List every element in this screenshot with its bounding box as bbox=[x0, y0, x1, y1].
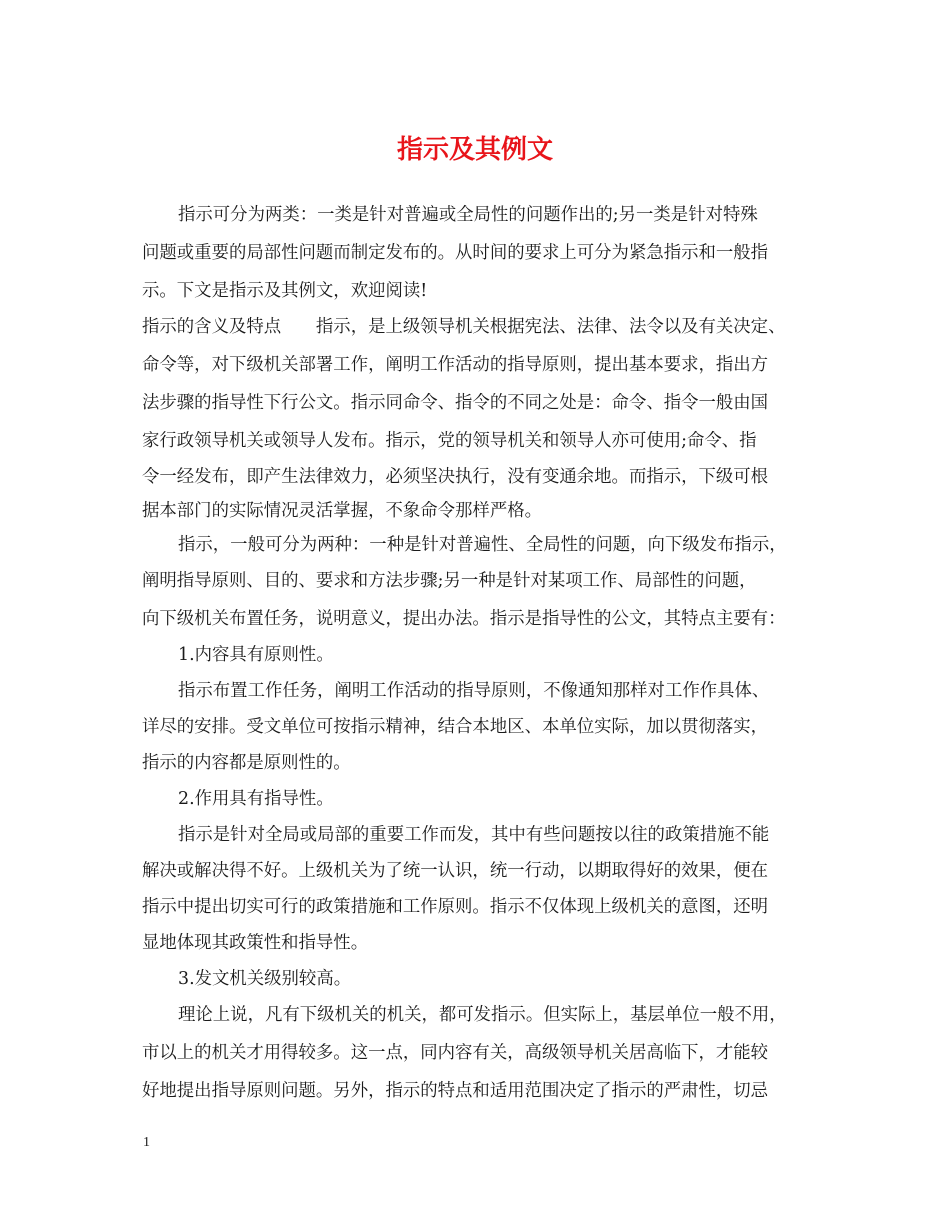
list-heading: 3.发文机关级别较高。 bbox=[178, 969, 352, 989]
paragraph-line: 指示，一般可分为两种：一种是针对普遍性、全局性的问题，向下级发布指示， bbox=[178, 535, 787, 555]
paragraph-line: 详尽的安排。受文单位可按指示精神，结合本地区、本单位实际，加以贯彻落实， bbox=[142, 717, 769, 737]
list-heading: 1.内容具有原则性。 bbox=[178, 645, 334, 665]
paragraph-line: 显地体现其政策性和指导性。 bbox=[142, 933, 369, 953]
paragraph-line: 据本部门的实际情况灵活掌握，不象命令那样严格。 bbox=[142, 501, 542, 521]
page-number: 1 bbox=[143, 1135, 150, 1150]
paragraph-line: 指示中提出切实可行的政策措施和工作原则。指示不仅体现上级机关的意图，还明 bbox=[142, 897, 769, 917]
paragraph-line: 向下级机关布置任务，说明意义，提出办法。指示是指导性的公文，其特点主要有： bbox=[142, 609, 786, 629]
paragraph-line: 市以上的机关才用得较多。这一点，同内容有关，高级领导机关居高临下，才能较 bbox=[142, 1043, 769, 1063]
paragraph-line: 命令等，对下级机关部署工作，阐明工作活动的指导原则，提出基本要求，指出方 bbox=[142, 355, 769, 375]
paragraph-line: 问题或重要的局部性问题而制定发布的。从时间的要求上可分为紧急指示和一般指 bbox=[142, 243, 769, 263]
paragraph-line: 理论上说，凡有下级机关的机关，都可发指示。但实际上，基层单位一般不用， bbox=[178, 1005, 787, 1025]
paragraph-line: 法步骤的指导性下行公文。指示同命令、指令的不同之处是：命令、指令一般由国 bbox=[142, 393, 769, 413]
paragraph-line: 家行政领导机关或领导人发布。指示，党的领导机关和领导人亦可使用;命令、指 bbox=[142, 431, 757, 451]
paragraph-line: 令一经发布，即产生法律效力，必须坚决执行，没有变通余地。而指示，下级可根 bbox=[142, 467, 769, 487]
paragraph-line: 指示的内容都是原则性的。 bbox=[142, 753, 351, 773]
paragraph-line: 阐明指导原则、目的、要求和方法步骤;另一种是针对某项工作、局部性的问题， bbox=[142, 571, 757, 591]
paragraph-line: 好地提出指导原则问题。另外，指示的特点和适用范围决定了指示的严肃性，切忌 bbox=[142, 1081, 769, 1101]
paragraph-line: 指示可分为两类：一类是针对普遍或全局性的问题作出的;另一类是针对特殊 bbox=[178, 205, 758, 225]
paragraph-line: 指示布置工作任务，阐明工作活动的指导原则，不像通知那样对工作作具体、 bbox=[178, 681, 770, 701]
paragraph-line: 指示的含义及特点 指示，是上级领导机关根据宪法、法律、法令以及有关决定、 bbox=[142, 317, 786, 337]
paragraph-line: 解决或解决得不好。上级机关为了统一认识，统一行动，以期取得好的效果，便在 bbox=[142, 861, 769, 881]
document-title: 指示及其例文 bbox=[396, 135, 553, 165]
paragraph-line: 示。下文是指示及其例文，欢迎阅读! bbox=[142, 281, 428, 301]
list-heading: 2.作用具有指导性。 bbox=[178, 789, 334, 809]
paragraph-line: 指示是针对全局或局部的重要工作而发，其中有些问题按以往的政策措施不能 bbox=[178, 825, 770, 845]
